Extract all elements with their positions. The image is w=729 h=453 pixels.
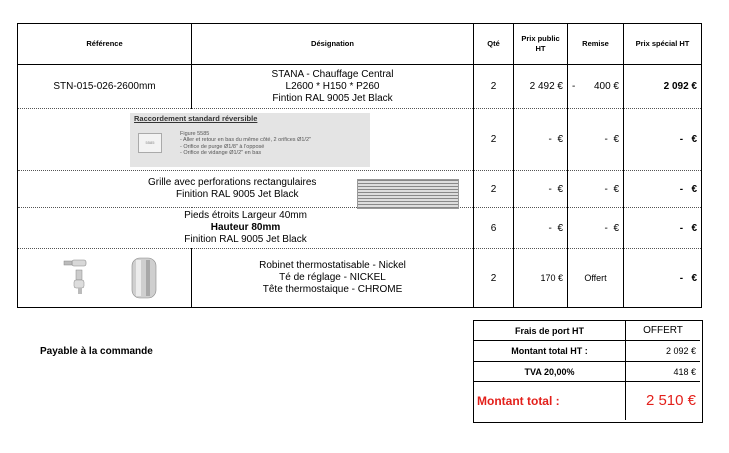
designation-line: Grille avec perforations rectangulaires [148, 177, 317, 188]
row-prix-special: - € [624, 249, 702, 308]
table-row [18, 249, 702, 308]
designation-line: Finition RAL 9005 Jet Black [176, 189, 299, 200]
designation-line: Fintion RAL 9005 Jet Black [272, 92, 393, 104]
payment-note: Payable à la commande [40, 346, 153, 357]
table-header [18, 24, 702, 65]
totals-box [473, 320, 703, 423]
designation-line: Hauteur 80mm [210, 222, 281, 233]
frais-label: Frais de port HT [474, 321, 626, 341]
designation-line: Pieds étroits Largeur 40mm [184, 210, 307, 221]
designation-line: Robinet thermostatisable - Nickel [259, 260, 406, 271]
diagram-title: Raccordement standard réversible [134, 114, 258, 123]
row-designation [192, 65, 474, 109]
total-ht-label: Montant total HT : [474, 341, 626, 362]
row-product-images [18, 249, 192, 308]
row-designation [192, 249, 474, 308]
total-ht-value: 2 092 € [626, 341, 700, 362]
row-remise: - € [568, 171, 624, 208]
row-qty: 6 [474, 208, 514, 249]
table-row [18, 208, 702, 249]
row-qty: 2 [474, 249, 514, 308]
total-ttc-value: 2 510 € [645, 392, 696, 409]
header-prix-special: Prix spécial HT [624, 24, 702, 65]
remise-sign: - [572, 81, 576, 92]
designation-line: Tête thermostaique - CHROME [262, 284, 403, 295]
row-remise [568, 65, 624, 109]
tva-value: 418 € [626, 362, 700, 382]
diagram-figure-box: 5585 [138, 133, 162, 153]
connection-diagram-image [130, 113, 370, 167]
row-qty: 2 [474, 171, 514, 208]
row-prix-special: - € [624, 171, 702, 208]
valve-icon [50, 252, 160, 302]
header-ref: Référence [18, 24, 192, 65]
row-remise: - € [568, 109, 624, 171]
designation-line: Finition RAL 9005 Jet Black [184, 234, 307, 245]
row-designation [18, 208, 474, 249]
designation-line: L2600 * H150 * P260 [285, 80, 380, 92]
row-prix-public: 170 € [514, 249, 568, 308]
row-prix-special: - € [624, 109, 702, 171]
table-row [18, 65, 702, 109]
row-prix-public: - € [514, 109, 568, 171]
row-prix-public: 2 492 € [514, 65, 568, 109]
row-prix-public: - € [514, 171, 568, 208]
row-prix-public: - € [514, 208, 568, 249]
row-remise: - € [568, 208, 624, 249]
grille-image [357, 179, 459, 209]
header-prix-public: Prix public HT [514, 24, 568, 65]
header-qty: Qté [474, 24, 514, 65]
row-prix-special: - € [624, 208, 702, 249]
header-designation: Désignation [192, 24, 474, 65]
diagram-notes: Figure 5585 - Aller et retour en bas du même côté, 2 orifices Ø1/2" - Orifice de purge Ø1/8" à l'opposé - Orifice de vidange Ø1/2" en bas [180, 131, 311, 156]
remise-value: 400 € [593, 81, 619, 92]
row-remise: Offert [568, 249, 624, 308]
row-ref: STN-015-026-2600mm [18, 65, 192, 109]
row-qty: 2 [474, 65, 514, 109]
row-qty: 2 [474, 109, 514, 171]
designation-line: Té de réglage - NICKEL [279, 272, 386, 283]
designation-line: STANA - Chauffage Central [271, 68, 394, 80]
frais-value: OFFERT [626, 321, 700, 341]
total-ttc-label: Montant total : [474, 382, 626, 420]
row-prix-special: 2 092 € [624, 65, 702, 109]
tva-label: TVA 20,00% [474, 362, 626, 382]
header-remise: Remise [568, 24, 624, 65]
